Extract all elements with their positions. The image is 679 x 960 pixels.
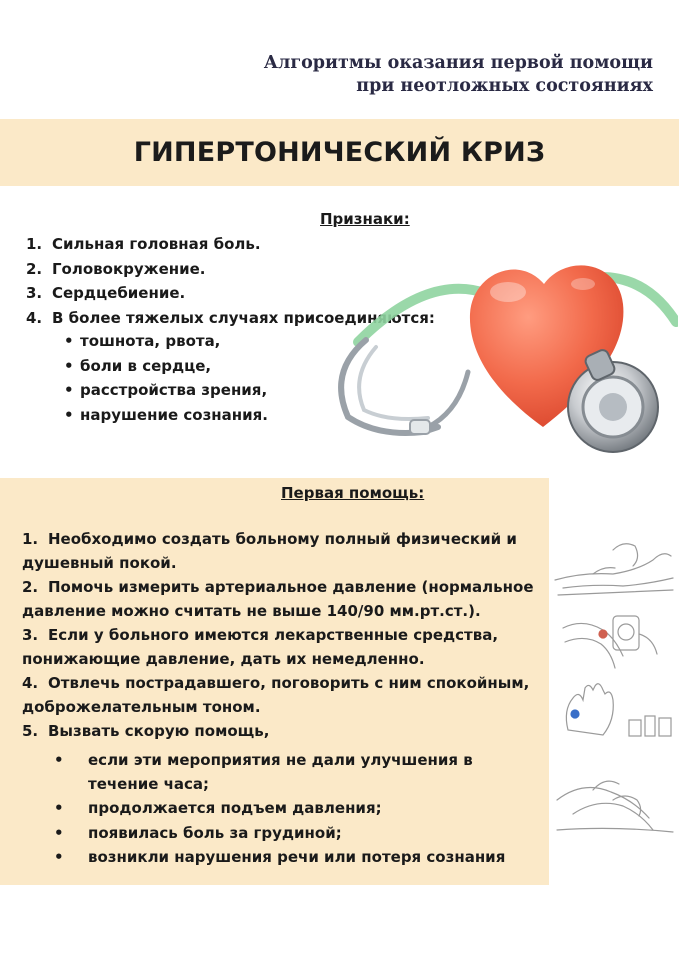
title-band <box>0 119 679 186</box>
signs-sub-list <box>64 329 268 427</box>
sub-list-item <box>64 354 268 379</box>
bullet-item <box>54 822 544 846</box>
list-item-text: В более тяжелых случаях присоединяются: <box>52 308 435 327</box>
sub-list-item <box>64 329 268 354</box>
list-item-text: Сильная головная боль. <box>52 235 261 253</box>
bullet-icon: • <box>64 381 74 399</box>
blood-pressure-sketch-icon <box>563 616 657 668</box>
list-item-text: Вызвать скорую помощь, <box>48 722 270 740</box>
ambulance-conditions-list <box>54 749 544 871</box>
list-item-text: Помочь измерить артериальное давление (нормальное давление можно считать не выше 140/90 мм.рт.ст.). <box>22 578 534 620</box>
list-item-number: 1. <box>26 235 43 253</box>
list-item <box>22 720 542 744</box>
bullet-item-text: если эти мероприятия не дали улучшения в течение часа; <box>88 751 473 793</box>
list-item <box>22 672 542 719</box>
bullet-item <box>54 749 544 796</box>
bullet-icon: • <box>64 356 74 375</box>
bullet-icon: • <box>54 848 64 866</box>
bullet-icon: • <box>64 405 74 424</box>
header-line-1: Алгоритмы оказания первой помощи <box>263 53 653 73</box>
medication-sketch-icon <box>566 684 671 736</box>
list-item <box>22 528 542 575</box>
signs-heading: Признаки: <box>320 210 410 228</box>
bullet-item-text: возникли нарушения речи или потеря сознания <box>88 848 506 866</box>
first-aid-heading: Первая помощь: <box>281 484 425 502</box>
list-item-number: 5. <box>22 722 39 740</box>
bullet-icon: • <box>64 332 74 350</box>
list-item-number: 1. <box>22 530 39 548</box>
heart-stethoscope-illustration <box>318 222 678 462</box>
list-item-text: Необходимо создать больному полный физический и душевный покой. <box>22 530 517 572</box>
list-item-number: 2. <box>22 578 39 596</box>
header-line-2: при неотложных состояниях <box>356 76 653 96</box>
first-aid-list <box>22 528 542 745</box>
bullet-icon: • <box>54 751 64 769</box>
sub-list-item-text: расстройства зрения, <box>80 381 268 399</box>
list-item-number: 4. <box>22 674 39 692</box>
list-item-text: Отвлечь пострадавшего, поговорить с ним спокойным, доброжелательным тоном. <box>22 674 530 716</box>
page-title: ГИПЕРТОНИЧЕСКИЙ КРИЗ <box>133 137 546 168</box>
sub-list-item <box>64 378 268 403</box>
bullet-item-text: появилась боль за грудиной; <box>88 823 342 842</box>
sub-list-item-text: боли в сердце, <box>80 356 212 375</box>
first-aid-sketches <box>553 530 679 850</box>
list-item-number: 3. <box>26 284 43 302</box>
list-item-text: Головокружение. <box>52 259 206 278</box>
sub-list-item-text: нарушение сознания. <box>80 405 268 424</box>
bullet-item <box>54 797 544 821</box>
list-item <box>22 576 542 623</box>
sub-list-item-text: тошнота, рвота, <box>80 332 221 350</box>
list-item-text: Сердцебиение. <box>52 284 186 302</box>
bullet-item <box>54 846 544 870</box>
list-item-number: 3. <box>22 626 39 644</box>
bullet-item-text: продолжается подъем давления; <box>88 799 382 817</box>
document-header <box>233 52 653 98</box>
list-item-number: 4. <box>26 308 43 327</box>
resting-patient-sketch-icon <box>555 544 673 595</box>
bullet-icon: • <box>54 799 64 817</box>
list-item <box>22 624 542 671</box>
reassurance-sketch-icon <box>557 781 673 832</box>
list-item-text: Если у больного имеются лекарственные средства, понижающие давление, дать их немедленно. <box>22 626 499 668</box>
sub-list-item <box>64 403 268 428</box>
list-item-number: 2. <box>26 259 43 278</box>
bullet-icon: • <box>54 823 64 842</box>
